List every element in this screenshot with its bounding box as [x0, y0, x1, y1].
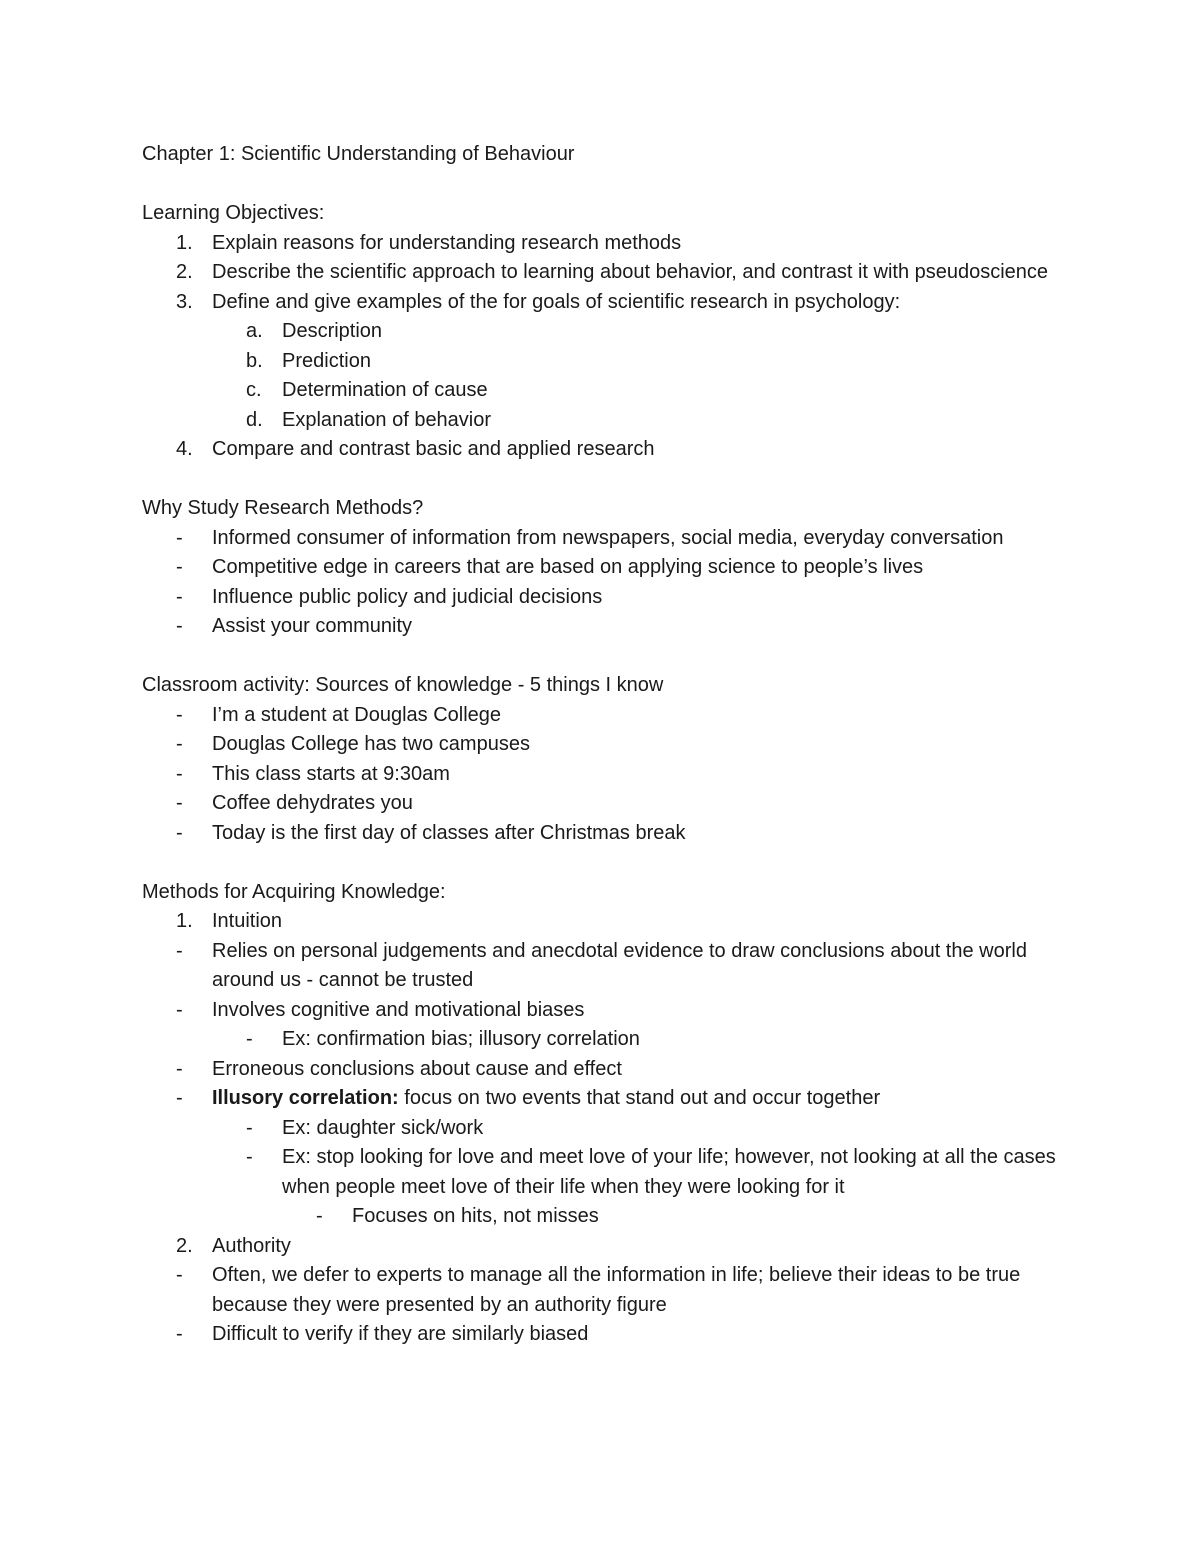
- objective-subitem: [142, 406, 1082, 436]
- spacer: [142, 642, 1082, 672]
- list-number: 4.: [176, 438, 193, 460]
- list-item: - Competitive edge in careers that are based on applying science to people’s lives: [142, 553, 1082, 583]
- dash-bullet: -: [176, 998, 183, 1021]
- objective-subitem: [142, 376, 1082, 406]
- term-definition: focus on two events that stand out and occur together: [398, 1087, 881, 1109]
- subitem-text: Prediction: [282, 349, 371, 372]
- list-item: - Difficult to verify if they are similarly biased: [142, 1320, 1082, 1350]
- dash-bullet: -: [176, 585, 183, 608]
- term-illusory-correlation: Illusory correlation:: [212, 1087, 399, 1109]
- objectives-heading: Learning Objectives:: [142, 202, 325, 224]
- list-letter: a.: [246, 320, 263, 342]
- dash-bullet: -: [246, 1116, 253, 1139]
- list-item: - Often, we defer to experts to manage all the information in life; believe their ideas to be true because they were presented by an authority figure: [142, 1261, 1082, 1320]
- list-letter: b.: [246, 349, 263, 372]
- dash-bullet: -: [176, 526, 183, 549]
- list-item: - Informed consumer of information from newspapers, social media, everyday conversation: [142, 524, 1082, 554]
- method-item-intuition: 1. Intuition: [142, 907, 1082, 937]
- subitem-text: Explanation of behavior: [282, 408, 492, 431]
- list-item: - Involves cognitive and motivational biases: [142, 996, 1082, 1026]
- dash-bullet: -: [246, 1146, 253, 1168]
- list-number: 3.: [176, 290, 193, 313]
- dash-bullet: -: [176, 1264, 183, 1286]
- objective-subitem: [142, 347, 1082, 377]
- dash-bullet: -: [176, 762, 183, 785]
- objective-subitem: [142, 317, 1082, 347]
- objective-text: Compare and contrast basic and applied research: [212, 438, 655, 460]
- spacer: [142, 170, 1082, 200]
- document-page: [142, 140, 1082, 1350]
- list-number: 1.: [176, 910, 193, 932]
- dash-bullet: -: [246, 1028, 253, 1050]
- list-item-illusory-correlation: [142, 1084, 1082, 1114]
- list-item: - Focuses on hits, not misses: [142, 1202, 1082, 1232]
- objective-item: [142, 258, 1082, 288]
- list-item: - Douglas College has two campuses: [142, 730, 1082, 760]
- dash-bullet: -: [176, 1057, 183, 1080]
- dash-bullet: -: [176, 1087, 183, 1109]
- activity-heading: Classroom activity: Sources of knowledge - 5 things I know: [142, 674, 664, 696]
- chapter-title: Chapter 1: Scientific Understanding of Behaviour: [142, 143, 575, 165]
- objective-item: [142, 435, 1082, 465]
- list-letter: d.: [246, 408, 263, 431]
- objective-item: [142, 288, 1082, 318]
- objective-item: [142, 229, 1082, 259]
- list-item: - Relies on personal judgements and anecdotal evidence to draw conclusions about the world around us - cannot be trusted: [142, 937, 1082, 996]
- list-item: - Today is the first day of classes after Christmas break: [142, 819, 1082, 849]
- spacer: [142, 848, 1082, 878]
- subitem-text: Description: [282, 320, 383, 342]
- objective-text: Describe the scientific approach to learning about behavior, and contrast it with pseudoscience: [212, 261, 1049, 283]
- why-study-heading: Why Study Research Methods?: [142, 497, 424, 519]
- dash-bullet: -: [176, 821, 183, 844]
- list-number: 2.: [176, 1234, 193, 1257]
- list-item: - Ex: stop looking for love and meet love of your life; however, not looking at all the cases when people meet love of their life when they were looking for it: [142, 1143, 1082, 1202]
- method-item-authority: 2. Authority: [142, 1232, 1082, 1262]
- subitem-text: Determination of cause: [282, 379, 488, 401]
- list-item: - This class starts at 9:30am: [142, 760, 1082, 790]
- list-item: - Coffee dehydrates you: [142, 789, 1082, 819]
- list-item: - Ex: confirmation bias; illusory correlation: [142, 1025, 1082, 1055]
- objective-text: Define and give examples of the for goals of scientific research in psychology:: [212, 290, 901, 313]
- spacer: [142, 465, 1082, 495]
- list-item: - Assist your community: [142, 612, 1082, 642]
- dash-bullet: -: [176, 615, 183, 637]
- dash-bullet: -: [176, 939, 183, 962]
- list-item: - Erroneous conclusions about cause and effect: [142, 1055, 1082, 1085]
- list-number: 1.: [176, 231, 193, 254]
- list-item: - Ex: daughter sick/work: [142, 1114, 1082, 1144]
- list-letter: c.: [246, 379, 262, 401]
- list-item: - Influence public policy and judicial decisions: [142, 583, 1082, 613]
- list-number: 2.: [176, 261, 193, 283]
- objective-text: Explain reasons for understanding research methods: [212, 231, 682, 254]
- dash-bullet: -: [316, 1205, 323, 1227]
- dash-bullet: -: [176, 556, 183, 578]
- dash-bullet: -: [176, 792, 183, 814]
- dash-bullet: -: [176, 733, 183, 755]
- methods-heading: Methods for Acquiring Knowledge:: [142, 880, 446, 903]
- list-item: - I’m a student at Douglas College: [142, 701, 1082, 731]
- dash-bullet: -: [176, 703, 183, 726]
- dash-bullet: -: [176, 1323, 183, 1345]
